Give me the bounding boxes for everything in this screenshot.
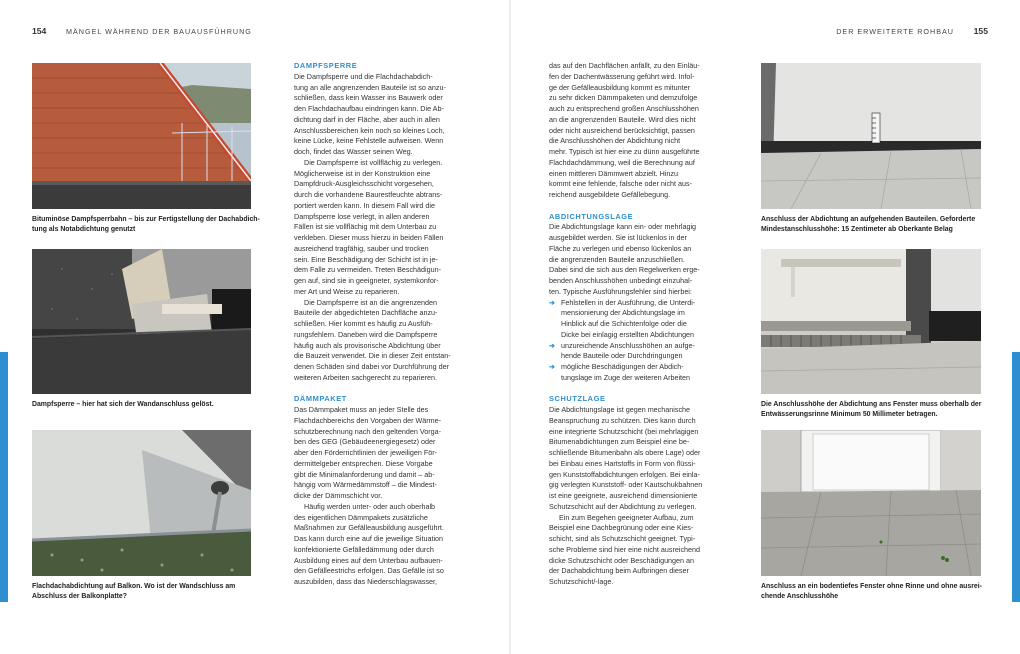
caption-line: Mindestanschlusshöhe: 15 Zentimeter ab Oberkante Belag — [761, 226, 953, 234]
caption-photo-2 — [32, 400, 260, 410]
text-line: die angrenzenden Bauteile anzuschließen. — [549, 254, 685, 264]
text-line: Das kann durch eine auf die jeweilige Situation — [294, 534, 444, 543]
text-line: gen auf, sind sie in geeigneter, systemkonfor- — [294, 276, 439, 285]
text-line: hende Bauteile oder Durchdringungen — [561, 351, 683, 361]
arrow-icon: ➔ — [549, 362, 556, 371]
page-gutter — [509, 0, 511, 654]
text-line: Flachdachbereichs den Vorgaben der Wärme- — [294, 415, 442, 425]
text-line: fen der Dachentwässerung geführt wird. Infol- — [549, 71, 695, 81]
text-line: bei Einbau eines Hartstoffs in Form von flüssi- — [549, 458, 696, 468]
text-line: rungsfehlern. Daneben wird die Dampfsperre — [294, 329, 438, 339]
text-line: auch zu entsprechend großen Anschlusshöhen — [549, 104, 699, 113]
caption-photo-5 — [761, 400, 996, 421]
text-line: dermittelgeber entsprechen. Diese Vorgabe — [294, 458, 433, 468]
text-line: mögliche Beschädigungen der Abdich- — [561, 362, 684, 371]
text-line: sein. Eine Beschädigung der Schicht ist in je- — [294, 254, 438, 264]
text-line: Hinblick auf die Schichtenfolge oder die — [561, 319, 687, 328]
text-line: keine Lücke, keine Fehlstelle aufweisen. Wenn — [294, 136, 444, 146]
caption-photo-6 — [761, 582, 996, 603]
paragraph — [549, 405, 749, 513]
heading-schutzlage: SCHUTZLAGE — [549, 394, 606, 404]
arrow-icon: ➔ — [549, 340, 556, 350]
text-line: gig verlegten Kunststoff- oder Kautschukbahnen — [549, 480, 703, 490]
text-line: Maßnahmen zur Gefälleausbildung ausgeführt. — [294, 523, 444, 533]
caption-line: tung als Notabdichtung genutzt — [32, 226, 136, 234]
paragraph — [294, 298, 494, 384]
text-line: doch, findet das Wasser seinen Weg. — [294, 147, 413, 156]
text-line: dicke der Dämmschicht vor. — [294, 491, 383, 500]
text-line: Fehlstellen in der Ausführung, die Unterdi- — [561, 297, 696, 307]
text-line: dicke Schutzschicht oder Beschädigungen an — [549, 555, 695, 565]
text-line: gen Kunststoffabdichtungen erfolgen. Bei einla- — [549, 469, 700, 479]
text-line: Dicke bei einlagig erstellten Abdichtungen — [561, 329, 695, 339]
text-column-2 — [549, 61, 749, 588]
text-line: tungslage im Zuge der weiteren Arbeiten — [561, 372, 691, 382]
photo-vapour-barrier-detached — [32, 249, 251, 394]
left-running-head: MÄNGEL WÄHREND DER BAUAUSFÜHRUNG — [66, 27, 252, 36]
paragraph — [549, 61, 749, 201]
right-thumb-tab — [1012, 352, 1020, 602]
text-line: Dampfdruck-Ausgleichsschicht vorgesehen, — [294, 179, 434, 189]
caption-line: Anschluss der Abdichtung an aufgehenden Bauteilen. Geforderte — [761, 216, 976, 223]
text-line: des eigentlichen Dämmpakets zusätzliche — [294, 512, 428, 522]
caption-line: Bituminöse Dampfsperrbahn – bis zur Fertigstellung der Dachabdich- — [32, 216, 260, 223]
photo-balcony-waterproofing — [32, 430, 251, 576]
paragraph — [294, 405, 494, 502]
paragraph — [549, 513, 749, 588]
text-line: den Gefälleestrichs erfolgen. Das Gefälle ist so — [294, 566, 444, 576]
bullet-item — [549, 341, 749, 363]
arrow-icon: ➔ — [549, 297, 556, 307]
caption-photo-4 — [761, 215, 996, 236]
text-line: portiert werden kann. In diesem Fall wird die — [294, 200, 436, 210]
photo-window-drainage-channel — [761, 249, 981, 394]
text-line: dem Falle zu vermeiden. Treten Beschädigun- — [294, 265, 442, 275]
text-line: Fläche zu verlegen und ebenso lückenlos an — [549, 243, 692, 253]
text-line: schließen. Hier kommt es häufig zu Ausfüh- — [294, 319, 433, 328]
text-line: Bitumenabdichtungen zum Beispiel eine be- — [549, 437, 690, 447]
text-line: auszubilden, dass das Niederschlagswasser, — [294, 577, 438, 586]
text-line: Ein zum Begehen geeigneter Aufbau, zum — [559, 512, 694, 522]
text-line: ausgebildet werden. Sie ist lückenlos in der — [549, 233, 687, 242]
paragraph — [294, 502, 494, 588]
text-line: sche Probleme sind hier eine nicht ausreichend — [549, 544, 701, 554]
text-line: Fällen ist sie vollflächig mit dem Unterbau zu — [294, 222, 437, 232]
text-line: mer Art und Weise zu reparieren. — [294, 286, 400, 296]
text-line: hängig vom Wärmedämmstoff – die Mindest- — [294, 480, 437, 490]
caption-line: chende Anschlusshöhe — [761, 593, 839, 601]
text-line: das auf den Dachflächen anfällt, zu den Einläu- — [549, 61, 700, 70]
caption-line: Flachdachabdichtung auf Balkon. Wo ist der Wandschluss am — [32, 583, 236, 590]
photo-bitumen-vapour-barrier — [32, 63, 251, 209]
heading-abdichtungslage: ABDICHTUNGSLAGE — [549, 211, 634, 221]
text-line: die Bauzeit verwendet. Die in dieser Zeit entstan- — [294, 351, 451, 361]
text-line: Das Dämmpaket muss an jeder Stelle des — [294, 405, 429, 414]
caption-line: Anschluss an ein bodentiefes Fenster ohne Rinne und ohne ausrei- — [761, 583, 982, 590]
text-line: ausreichend tragfähig, sauber und trocken — [294, 243, 429, 253]
text-line: ten. Typische Ausführungsfehler sind hierbei: — [549, 286, 692, 296]
text-line: aber den Förderrichtlinien der jeweiligen För- — [294, 448, 438, 457]
text-line: denen Schäden sind dabei vor Durchführung der — [294, 362, 450, 371]
text-line: Dampfsperre lose verlegt, in allen anderen — [294, 211, 430, 221]
text-line: die Anschlusshöhen der Abdichtung nicht — [549, 136, 681, 146]
text-line: verkleben. Dieser muss hierzu in beiden Fällen — [294, 233, 444, 242]
text-line: Die Dampfsperre und die Flachdachabdich- — [294, 71, 433, 81]
text-line: Dabei sind die sich aus den Regelwerken erge- — [549, 265, 700, 275]
text-line: Schutzschicht auf der Abdichtung zu verlegen. — [549, 501, 697, 511]
text-line: Die Abdichtungslage kann ein- oder mehrlagig — [549, 222, 697, 232]
caption-line: Dampfsperre – hier hat sich der Wandanschluss gelöst. — [32, 401, 214, 408]
left-page-number: 154 — [32, 26, 47, 36]
text-line: Die Abdichtungslage ist gegen mechanische — [549, 405, 691, 414]
text-line: der Dachabdichtung beim Aufbringen dieser — [549, 566, 689, 576]
text-line: Flachdachdämmung, weil die Berechnung auf — [549, 157, 695, 167]
text-line: ge der Gefälleausbildung kommt es mitunter — [549, 82, 691, 92]
caption-photo-1 — [32, 215, 260, 236]
caption-line: Entwässerungsrinne Minimum 50 Millimeter betragen. — [761, 411, 938, 419]
paragraph — [549, 222, 749, 297]
text-line: den Flachdachaufbau eindringen kann. Die Ab- — [294, 104, 444, 113]
text-line: konfektionierte Gefälledämmung oder durch — [294, 544, 434, 554]
heading-dampfsperre: DAMPFSPERRE — [294, 61, 358, 70]
text-line: reichend ausgebildete Gefällebegung. — [549, 190, 671, 199]
bullet-item — [549, 298, 749, 341]
text-line: mehr. Typisch ist hier eine zu dünn ausgeführte — [549, 147, 700, 156]
text-line: mensionierung der Abdichtungslage im — [561, 308, 685, 318]
text-line: häufig auch als provisorische Abdichtung über — [294, 340, 441, 350]
text-line: schicht, sind als Schutzschicht geeignet. Typi- — [549, 534, 696, 543]
text-line: kommt eine fehlende, falsche oder nicht aus- — [549, 179, 693, 189]
text-line: Ausbildung eines auf dem Unterbau aufbauen- — [294, 555, 443, 565]
heading-daemmpaket: DÄMMPAKET — [294, 394, 347, 404]
right-page-number: 155 — [973, 26, 988, 36]
text-line: benden Anschlusshöhen unbedingt einzuhal- — [549, 276, 693, 285]
text-line: durch die vorhandene Baurestfeuchte abtrans- — [294, 190, 443, 199]
caption-photo-3 — [32, 582, 260, 603]
text-line: Schutzschicht/-lage. — [549, 577, 614, 586]
caption-line: Die Anschlusshöhe der Abdichtung ans Fenster muss oberhalb der — [761, 401, 982, 408]
text-line: zu sehr dicken Dämmpaketen und demzufolge — [549, 93, 698, 103]
left-thumb-tab — [0, 352, 8, 602]
text-line: Möglicherweise ist in der Konstruktion eine — [294, 168, 431, 178]
right-running-head: DER ERWEITERTE ROHBAU — [836, 27, 954, 36]
text-line: ist eine geeignete, ausreichend dimensionierte — [549, 491, 698, 500]
text-line: tung an alle angrenzenden Bauteile ist so anzu- — [294, 82, 446, 92]
text-line: unzureichende Anschlusshöhen an aufge- — [561, 340, 695, 350]
text-line: schutzberechnung nach den geltenden Vorga- — [294, 426, 442, 436]
text-line: dichtung darf in der Fläche, aber auch in allen — [294, 114, 440, 124]
text-line: Bauteile der abgedichteten Dachfläche anzu- — [294, 308, 438, 318]
text-line: Beispiel eine Dachbegrünung oder eine Kies- — [549, 523, 694, 533]
photo-connection-rising-component — [761, 63, 981, 209]
text-line: gibt die Minimalanforderung und damit – ab- — [294, 469, 435, 479]
text-line: Häufig werden unter- oder auch oberhalb — [304, 501, 436, 511]
text-line: eine integrierte Schutzschicht (bei mehrlagigen — [549, 426, 699, 436]
text-line: Die Dampfsperre ist an die angrenzenden — [304, 297, 438, 307]
caption-line: Abschluss der Balkonplatte? — [32, 593, 127, 601]
text-line: ben des GEG (Gebäudeenergiegesetz) oder — [294, 437, 436, 447]
text-line: oder nicht ausreichend berücksichtigt, passen — [549, 125, 695, 135]
text-line: schließen, dass kein Wasser ins Bauwerk oder — [294, 93, 443, 103]
text-line: weiteren Arbeiten sachgerecht zu reparieren. — [294, 372, 438, 382]
text-line: schließende Bitumenbahn als obere Lage) oder — [549, 448, 701, 457]
text-line: an die angrenzenden Bauteile. Wird dies nicht — [549, 114, 696, 124]
paragraph — [294, 72, 494, 158]
text-line: Anschlussbereichen kein noch so kleines Loch, — [294, 125, 445, 135]
paragraph — [294, 158, 494, 298]
text-column-1 — [294, 61, 494, 588]
text-line: Beanspruchung zu schützen. Dies kann durch — [549, 415, 696, 425]
photo-floor-level-window — [761, 430, 981, 576]
bullet-item — [549, 362, 749, 384]
text-line: Die Dampfsperre ist vollflächig zu verlegen. — [304, 157, 443, 167]
text-line: einen mittleren Dämmwert abzielt. Hinzu — [549, 168, 679, 178]
